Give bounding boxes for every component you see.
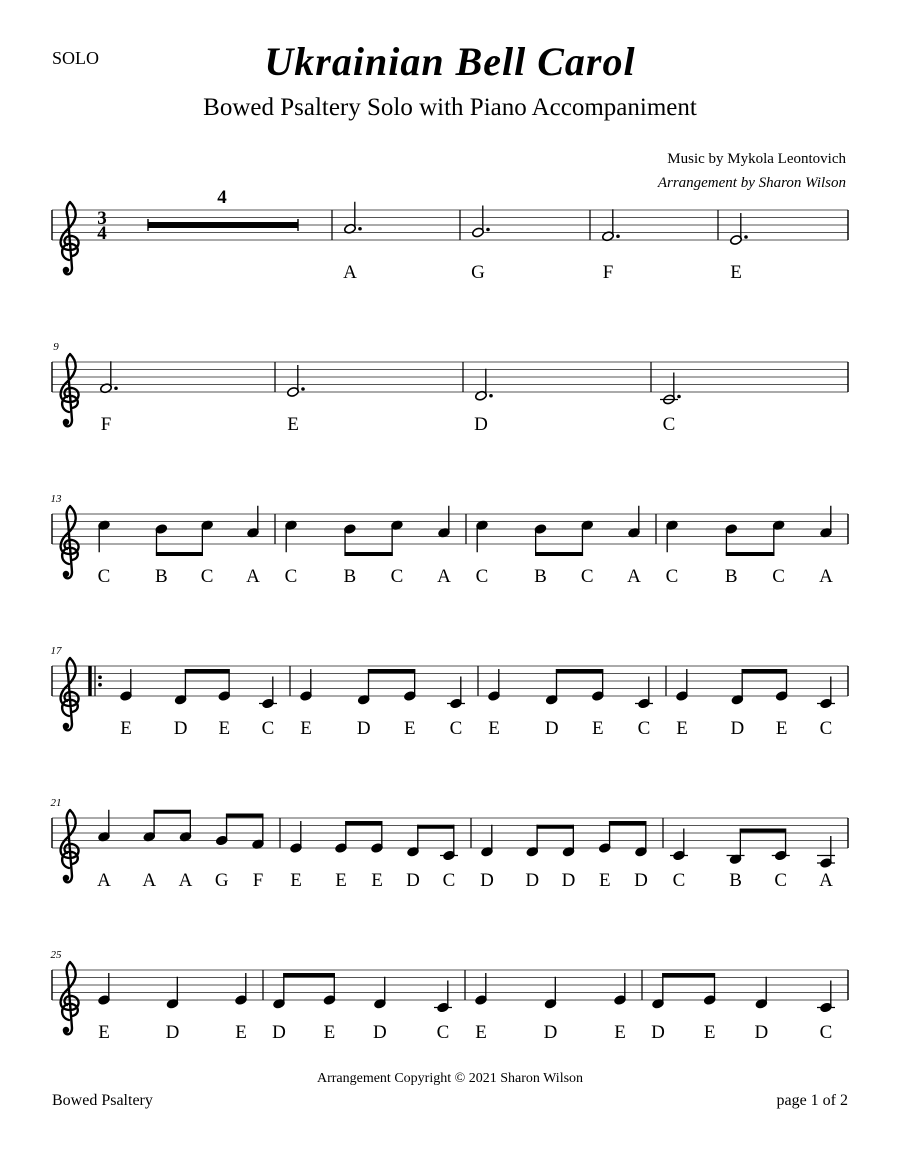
note-name-label: E xyxy=(120,718,132,739)
note-name-label: E xyxy=(98,1022,110,1043)
treble-clef-icon xyxy=(61,810,79,882)
eighth-beam xyxy=(226,814,263,818)
augmentation-dot xyxy=(616,234,620,238)
note-name-label: E xyxy=(290,870,302,891)
note-name-label: E xyxy=(488,718,500,739)
copyright-notice: Arrangement Copyright © 2021 Sharon Wilson xyxy=(316,1071,584,1086)
staff-5 xyxy=(52,818,848,848)
note-name-label: D xyxy=(356,718,371,739)
note-name-label: D xyxy=(272,1022,286,1043)
note-name-label: B xyxy=(343,566,357,587)
treble-clef-icon xyxy=(61,658,79,730)
eighth-beam xyxy=(344,552,392,556)
note-name-label: E xyxy=(775,718,788,739)
note-name-label: C xyxy=(662,414,676,435)
note-name-label: E xyxy=(592,718,604,739)
augmentation-dot xyxy=(114,386,118,390)
treble-clef-icon xyxy=(61,354,79,426)
note-name-label: E xyxy=(323,1022,336,1043)
eighth-beam xyxy=(153,810,190,814)
eighth-beam xyxy=(417,825,454,829)
augmentation-dot xyxy=(486,228,490,232)
note-name-label: C xyxy=(672,870,686,891)
note-name-label: D xyxy=(474,414,488,435)
note-name-label: C xyxy=(436,1022,450,1043)
repeat-dot xyxy=(98,675,102,679)
note-name-label: E xyxy=(371,870,383,891)
augmentation-dot xyxy=(301,387,305,391)
note-name-label: E xyxy=(614,1022,626,1043)
note-name-label: E xyxy=(300,718,312,739)
note-name-label: E xyxy=(730,262,742,283)
note-name-label: A xyxy=(178,870,193,891)
repeat-dot xyxy=(98,683,102,687)
eighth-beam xyxy=(156,552,203,556)
note-name-label: D xyxy=(561,870,576,891)
note-name-label: A xyxy=(343,262,357,283)
note-name-label: G xyxy=(214,870,229,891)
note-name-label: F xyxy=(100,414,112,435)
note-name-label: C xyxy=(200,566,214,587)
treble-clef-dot xyxy=(63,1027,69,1033)
eighth-beam xyxy=(368,669,415,673)
staff-2 xyxy=(52,362,848,392)
treble-clef-dot xyxy=(63,571,69,577)
note-name-label: C xyxy=(819,718,833,739)
note-name-label: D xyxy=(173,718,188,739)
note-name-label: C xyxy=(772,566,785,587)
augmentation-dot xyxy=(677,395,681,399)
note-name-label: E xyxy=(598,870,611,891)
treble-clef-path xyxy=(61,962,79,1034)
eighth-beam xyxy=(345,821,382,825)
note-name-label: C xyxy=(580,566,594,587)
note-name-label: C xyxy=(97,566,111,587)
treble-clef-dot xyxy=(63,267,69,273)
note-name-label: C xyxy=(637,718,651,739)
treble-clef-icon xyxy=(61,202,79,274)
note-name-label: D xyxy=(634,870,648,891)
note-name-label: E xyxy=(335,870,347,891)
time-signature-top: 3 xyxy=(97,208,107,229)
treble-clef-icon xyxy=(61,506,79,578)
composer-credit: Music by Mykola Leontovich xyxy=(667,151,846,167)
augmentation-dot xyxy=(489,394,493,398)
note-name-label: C xyxy=(442,870,456,891)
page-number: page 1 of 2 xyxy=(776,1092,848,1109)
note-name-label: C xyxy=(774,870,788,891)
eighth-beam xyxy=(185,669,230,673)
note-name-label: A xyxy=(819,870,833,891)
note-name-label: B xyxy=(729,870,742,891)
note-name-label: D xyxy=(165,1022,180,1043)
treble-clef-path xyxy=(61,658,79,730)
note-name-label: C xyxy=(665,566,679,587)
note-name-label: E xyxy=(218,718,231,739)
augmentation-dot xyxy=(744,235,748,239)
eighth-beam xyxy=(556,669,603,673)
eighth-beam xyxy=(283,973,335,977)
note-name-label: D xyxy=(525,870,540,891)
note-name-label: E xyxy=(475,1022,487,1043)
note-name-label: C xyxy=(261,718,275,739)
part-label: SOLO xyxy=(52,48,100,68)
note-name-label: D xyxy=(373,1022,387,1043)
note-name-label: E xyxy=(287,414,299,435)
note-name-label: D xyxy=(730,718,745,739)
note-name-label: E xyxy=(235,1022,247,1043)
measure-number: 21 xyxy=(50,797,62,809)
eighth-beam xyxy=(742,669,788,673)
multi-rest-count: 4 xyxy=(217,187,227,208)
staff-4 xyxy=(52,666,848,696)
eighth-beam xyxy=(536,825,573,829)
note-name-label: E xyxy=(404,718,416,739)
treble-clef-icon xyxy=(61,962,79,1034)
treble-clef-dot xyxy=(63,723,69,729)
note-name-label: C xyxy=(390,566,404,587)
eighth-beam xyxy=(662,973,715,977)
note-name-label: D xyxy=(651,1022,665,1043)
note-name-label: C xyxy=(819,1022,833,1043)
treble-clef-path xyxy=(61,354,79,426)
note-name-label: F xyxy=(252,870,264,891)
augmentation-dot xyxy=(358,227,362,231)
measure-number: 13 xyxy=(50,493,62,505)
note-name-label: A xyxy=(437,566,451,587)
note-name-label: C xyxy=(284,566,298,587)
treble-clef-path xyxy=(61,810,79,882)
arranger-credit: Arrangement by Sharon Wilson xyxy=(657,175,846,191)
note-name-label: E xyxy=(676,718,688,739)
treble-clef-dot xyxy=(63,875,69,881)
note-name-label: A xyxy=(819,566,833,587)
measure-number: 9 xyxy=(53,341,59,353)
note-name-label: B xyxy=(534,566,547,587)
piece-subtitle: Bowed Psaltery Solo with Piano Accompaniment xyxy=(203,94,697,121)
note-name-label: A xyxy=(142,870,157,891)
eighth-beam xyxy=(740,829,786,833)
note-name-label: C xyxy=(449,718,463,739)
note-name-label: E xyxy=(703,1022,716,1043)
instrument-name: Bowed Psaltery xyxy=(52,1092,153,1109)
note-name-label: B xyxy=(724,566,738,587)
treble-clef-path xyxy=(61,506,79,578)
note-name-label: B xyxy=(154,566,168,587)
piece-title: Ukrainian Bell Carol xyxy=(264,39,636,84)
measure-number: 25 xyxy=(50,949,62,961)
staff-6 xyxy=(52,970,848,1000)
note-name-label: A xyxy=(97,870,111,891)
eighth-beam xyxy=(726,552,775,556)
note-name-label: A xyxy=(627,566,641,587)
note-name-label: F xyxy=(602,262,614,283)
note-name-label: D xyxy=(406,870,420,891)
note-name-label: D xyxy=(544,718,559,739)
note-name-label: A xyxy=(246,566,260,587)
note-name-label: D xyxy=(754,1022,769,1043)
measure-number: 17 xyxy=(50,645,62,657)
note-name-label: C xyxy=(475,566,489,587)
time-signature-bottom: 4 xyxy=(97,223,107,244)
treble-clef-path xyxy=(61,202,79,274)
treble-clef-dot xyxy=(63,419,69,425)
note-name-label: D xyxy=(480,870,494,891)
note-name-label: G xyxy=(471,262,485,283)
eighth-beam xyxy=(609,821,646,825)
multi-measure-rest xyxy=(148,222,298,228)
note-name-label: D xyxy=(543,1022,558,1043)
eighth-beam xyxy=(535,552,583,556)
